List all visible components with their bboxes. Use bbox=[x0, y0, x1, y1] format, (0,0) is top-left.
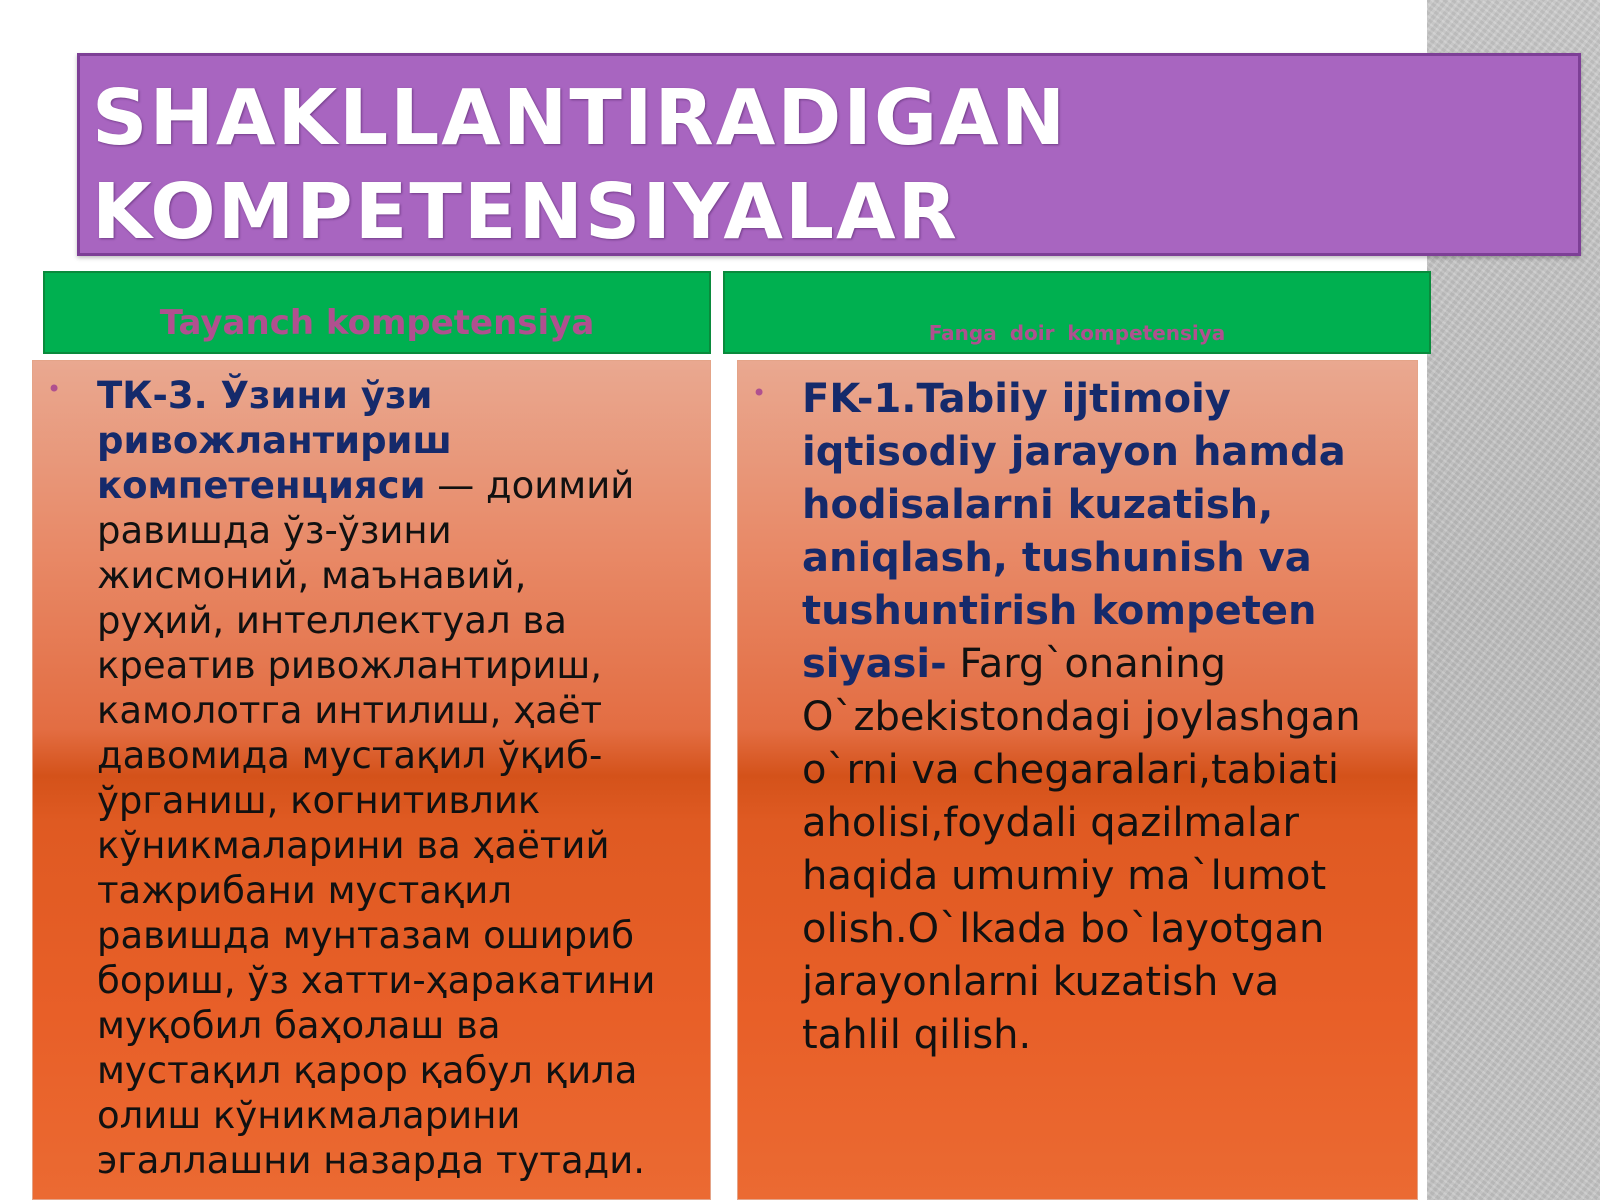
right-text-line: Farg`onaning bbox=[946, 641, 1226, 687]
bullet-icon: • bbox=[752, 379, 767, 407]
left-text-line: эгаллашни назарда тутади. bbox=[97, 1139, 646, 1182]
right-emphasis-line: tushuntirish kompeten bbox=[802, 588, 1317, 634]
left-emphasis-line: компетенцияси bbox=[97, 464, 426, 507]
left-text-line: бориш, ўз хатти-ҳаракатини bbox=[97, 959, 656, 1002]
right-content-panel bbox=[737, 360, 1418, 1200]
right-panel-text bbox=[802, 373, 1412, 1062]
left-text-line: муқобил баҳолаш ва bbox=[97, 1004, 501, 1047]
left-text-line: кўникмаларини ва ҳаётий bbox=[97, 824, 610, 867]
right-emphasis-line: siyasi- bbox=[802, 641, 947, 687]
left-header-label: Tayanch kompetensiya bbox=[159, 303, 595, 343]
left-column-header bbox=[43, 271, 711, 354]
title-banner bbox=[77, 53, 1581, 256]
left-text-line: — доимий bbox=[425, 464, 635, 507]
right-text-line: aholisi,foydali qazilmalar bbox=[802, 800, 1299, 846]
left-emphasis-line: ТК-3. Ўзини ўзи bbox=[97, 374, 433, 417]
slide-title bbox=[92, 72, 1067, 260]
right-text-line: haqida umumiy ma`lumot bbox=[802, 853, 1327, 899]
right-text-line: o`rni va chegaralari,tabiati bbox=[802, 747, 1340, 793]
right-emphasis-line: hodisalarni kuzatish, bbox=[802, 482, 1274, 528]
left-text-line: олиш кўникмаларини bbox=[97, 1094, 521, 1137]
left-text-line: давомида мустақил ўқиб- bbox=[97, 734, 603, 777]
left-emphasis-line: ривожлантириш bbox=[97, 419, 452, 462]
right-emphasis-line: iqtisodiy jarayon hamda bbox=[802, 429, 1346, 475]
right-column-header bbox=[723, 271, 1431, 354]
left-text-line: жисмоний, маънавий, bbox=[97, 554, 527, 597]
left-text-line: креатив ривожлантириш, bbox=[97, 644, 603, 687]
left-text-line: тажрибани мустақил bbox=[97, 869, 513, 912]
title-line-1: SHAKLLANTIRADIGAN bbox=[92, 74, 1068, 163]
right-emphasis-line: FK-1.Tabiiy ijtimoiy bbox=[802, 376, 1231, 422]
left-text-line: камолотга интилиш, ҳаёт bbox=[97, 689, 603, 732]
left-text-line: ўрганиш, когнитивлик bbox=[97, 779, 541, 822]
bullet-icon: • bbox=[47, 375, 62, 403]
left-content-panel bbox=[32, 360, 711, 1200]
left-text-line: мустақил қарор қабул қила bbox=[97, 1049, 638, 1092]
left-panel-text bbox=[97, 373, 703, 1183]
right-text-line: jarayonlarni kuzatish va bbox=[802, 959, 1280, 1005]
left-text-line: равишда мунтазам ошириб bbox=[97, 914, 635, 957]
right-header-label: Fanga doir kompetensiya bbox=[928, 321, 1226, 345]
right-text-line: olish.O`lkada bo`layotgan bbox=[802, 906, 1325, 952]
left-text-line: руҳий, интеллектуал ва bbox=[97, 599, 567, 642]
right-text-line: O`zbekistondagi joylashgan bbox=[802, 694, 1361, 740]
right-emphasis-line: aniqlash, tushunish va bbox=[802, 535, 1312, 581]
right-text-line: tahlil qilish. bbox=[802, 1012, 1032, 1058]
title-line-2: KOMPETENSIYALAR bbox=[92, 168, 959, 257]
left-text-line: равишда ўз-ўзини bbox=[97, 509, 452, 552]
